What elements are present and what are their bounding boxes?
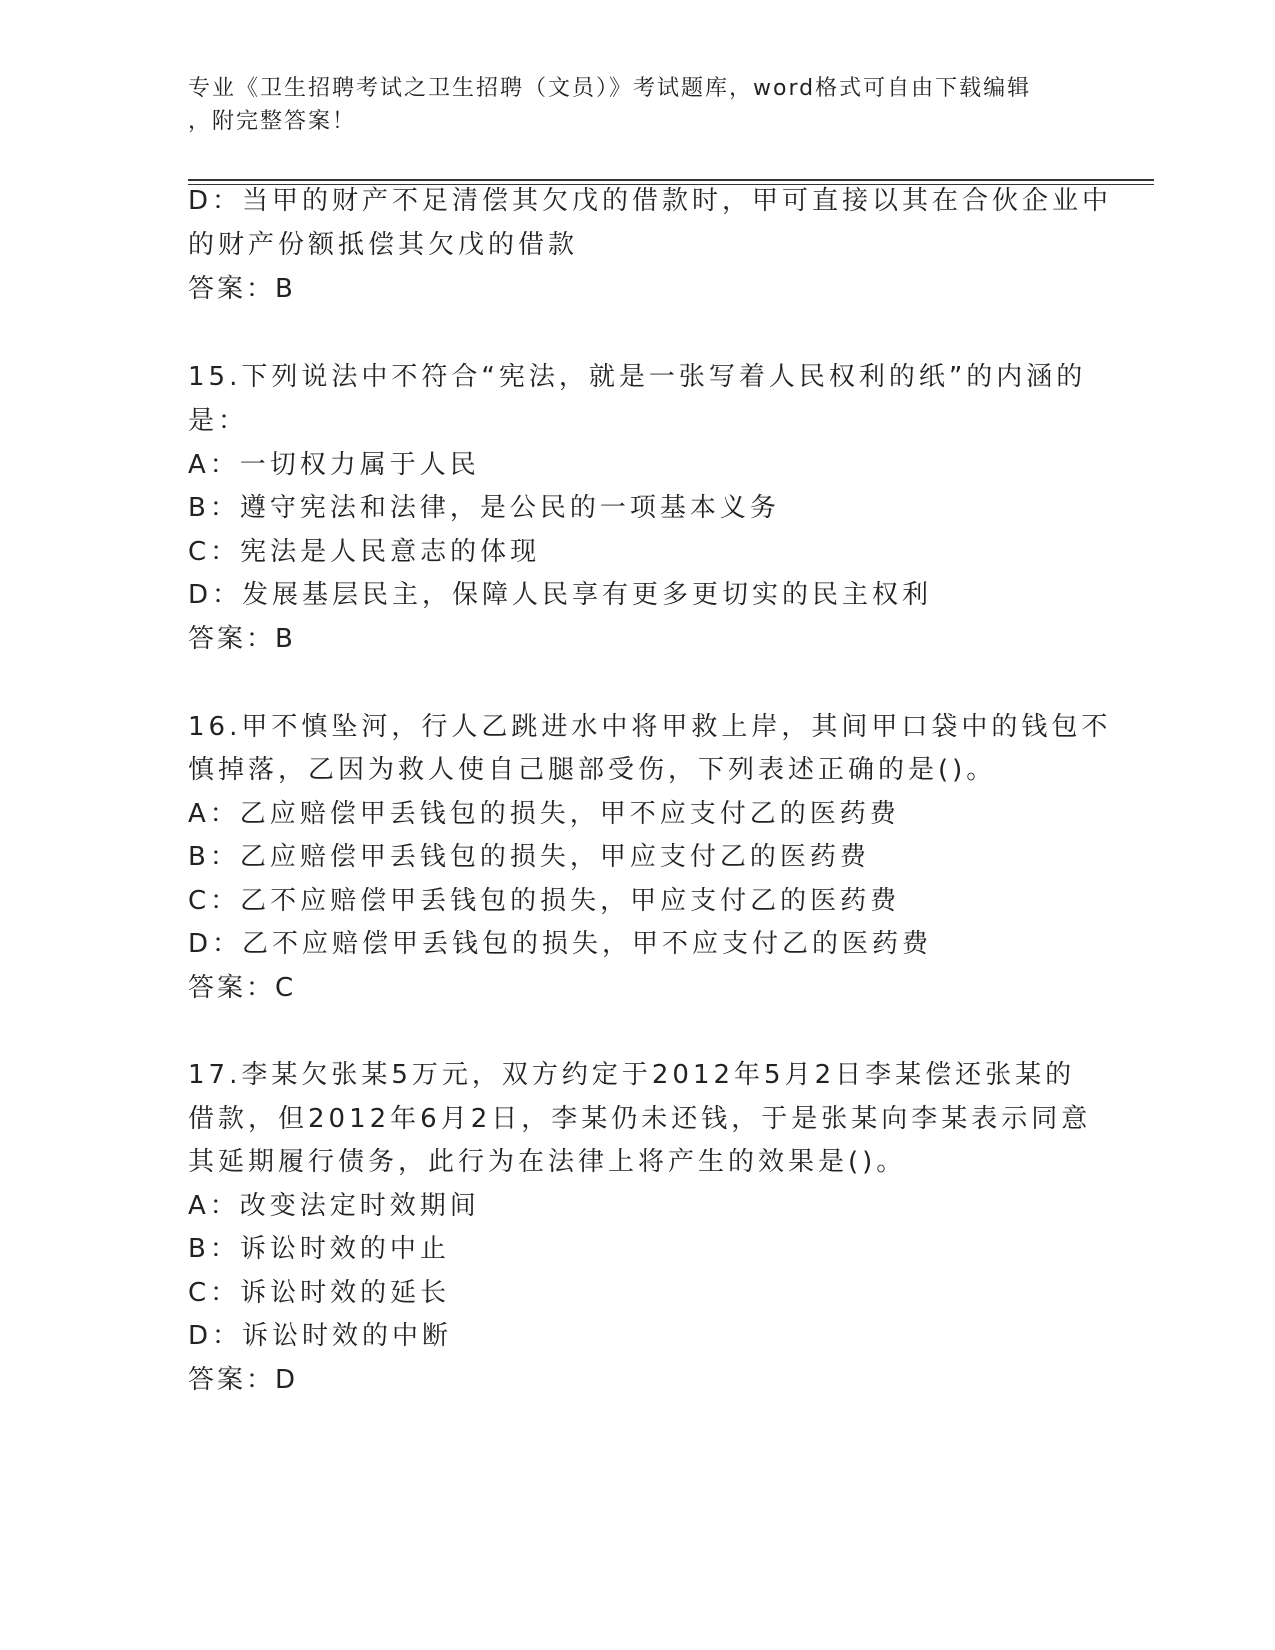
q16-answer: 答案：C: [188, 973, 297, 1003]
q15-option-c: C：宪法是人民意志的体现: [188, 537, 541, 567]
header-line-1: 专业《卫生招聘考试之卫生招聘（文员）》考试题库，word格式可自由下载编辑: [188, 76, 1032, 101]
q15-stem-line-1: 15.下列说法中不符合“宪法，就是一张写着人民权利的纸”的内涵的: [188, 362, 1087, 392]
q16-stem-line-2: 慎掉落，乙因为救人使自己腿部受伤，下列表述正确的是()。: [188, 755, 997, 785]
q16-option-c: C：乙不应赔偿甲丢钱包的损失，甲应支付乙的医药费: [188, 886, 901, 916]
q14-option-d-line-2: 的财产份额抵偿其欠戊的借款: [188, 230, 579, 260]
q16-stem-line-1: 16.甲不慎坠河，行人乙跳进水中将甲救上岸，其间甲口袋中的钱包不: [188, 712, 1112, 742]
q14-answer: 答案：B: [188, 274, 296, 304]
q16-option-d: D：乙不应赔偿甲丢钱包的损失，甲不应支付乙的医药费: [188, 929, 933, 959]
header-divider-thick: [188, 179, 1154, 181]
q15-option-d: D：发展基层民主，保障人民享有更多更切实的民主权利: [188, 580, 933, 610]
header-line-2: ，附完整答案！: [188, 109, 357, 134]
q15-answer: 答案：B: [188, 624, 296, 654]
q15-option-a: A：一切权力属于人民: [188, 450, 480, 480]
q15-stem-line-2: 是：: [188, 406, 249, 436]
q17-answer: 答案：D: [188, 1365, 299, 1395]
q17-option-c: C：诉讼时效的延长: [188, 1278, 451, 1308]
q17-option-b: B：诉讼时效的中止: [188, 1234, 450, 1264]
q17-stem-line-1: 17.李某欠张某5万元，双方约定于2012年5月2日李某偿还张某的: [188, 1060, 1076, 1090]
q16-option-a: A：乙应赔偿甲丢钱包的损失，甲不应支付乙的医药费: [188, 799, 900, 829]
q17-option-d: D：诉讼时效的中断: [188, 1321, 453, 1351]
q16-option-b: B：乙应赔偿甲丢钱包的损失，甲应支付乙的医药费: [188, 842, 870, 872]
q15-option-b: B：遵守宪法和法律，是公民的一项基本义务: [188, 493, 780, 523]
q17-stem-line-3: 其延期履行债务，此行为在法律上将产生的效果是()。: [188, 1147, 907, 1177]
document-header: [188, 72, 1068, 138]
q14-option-d-line-1: D：当甲的财产不足清偿其欠戊的借款时，甲可直接以其在合伙企业中: [188, 186, 1113, 216]
q17-option-a: A：改变法定时效期间: [188, 1191, 480, 1221]
q17-stem-line-2: 借款，但2012年6月2日，李某仍未还钱，于是张某向李某表示同意: [188, 1104, 1092, 1134]
